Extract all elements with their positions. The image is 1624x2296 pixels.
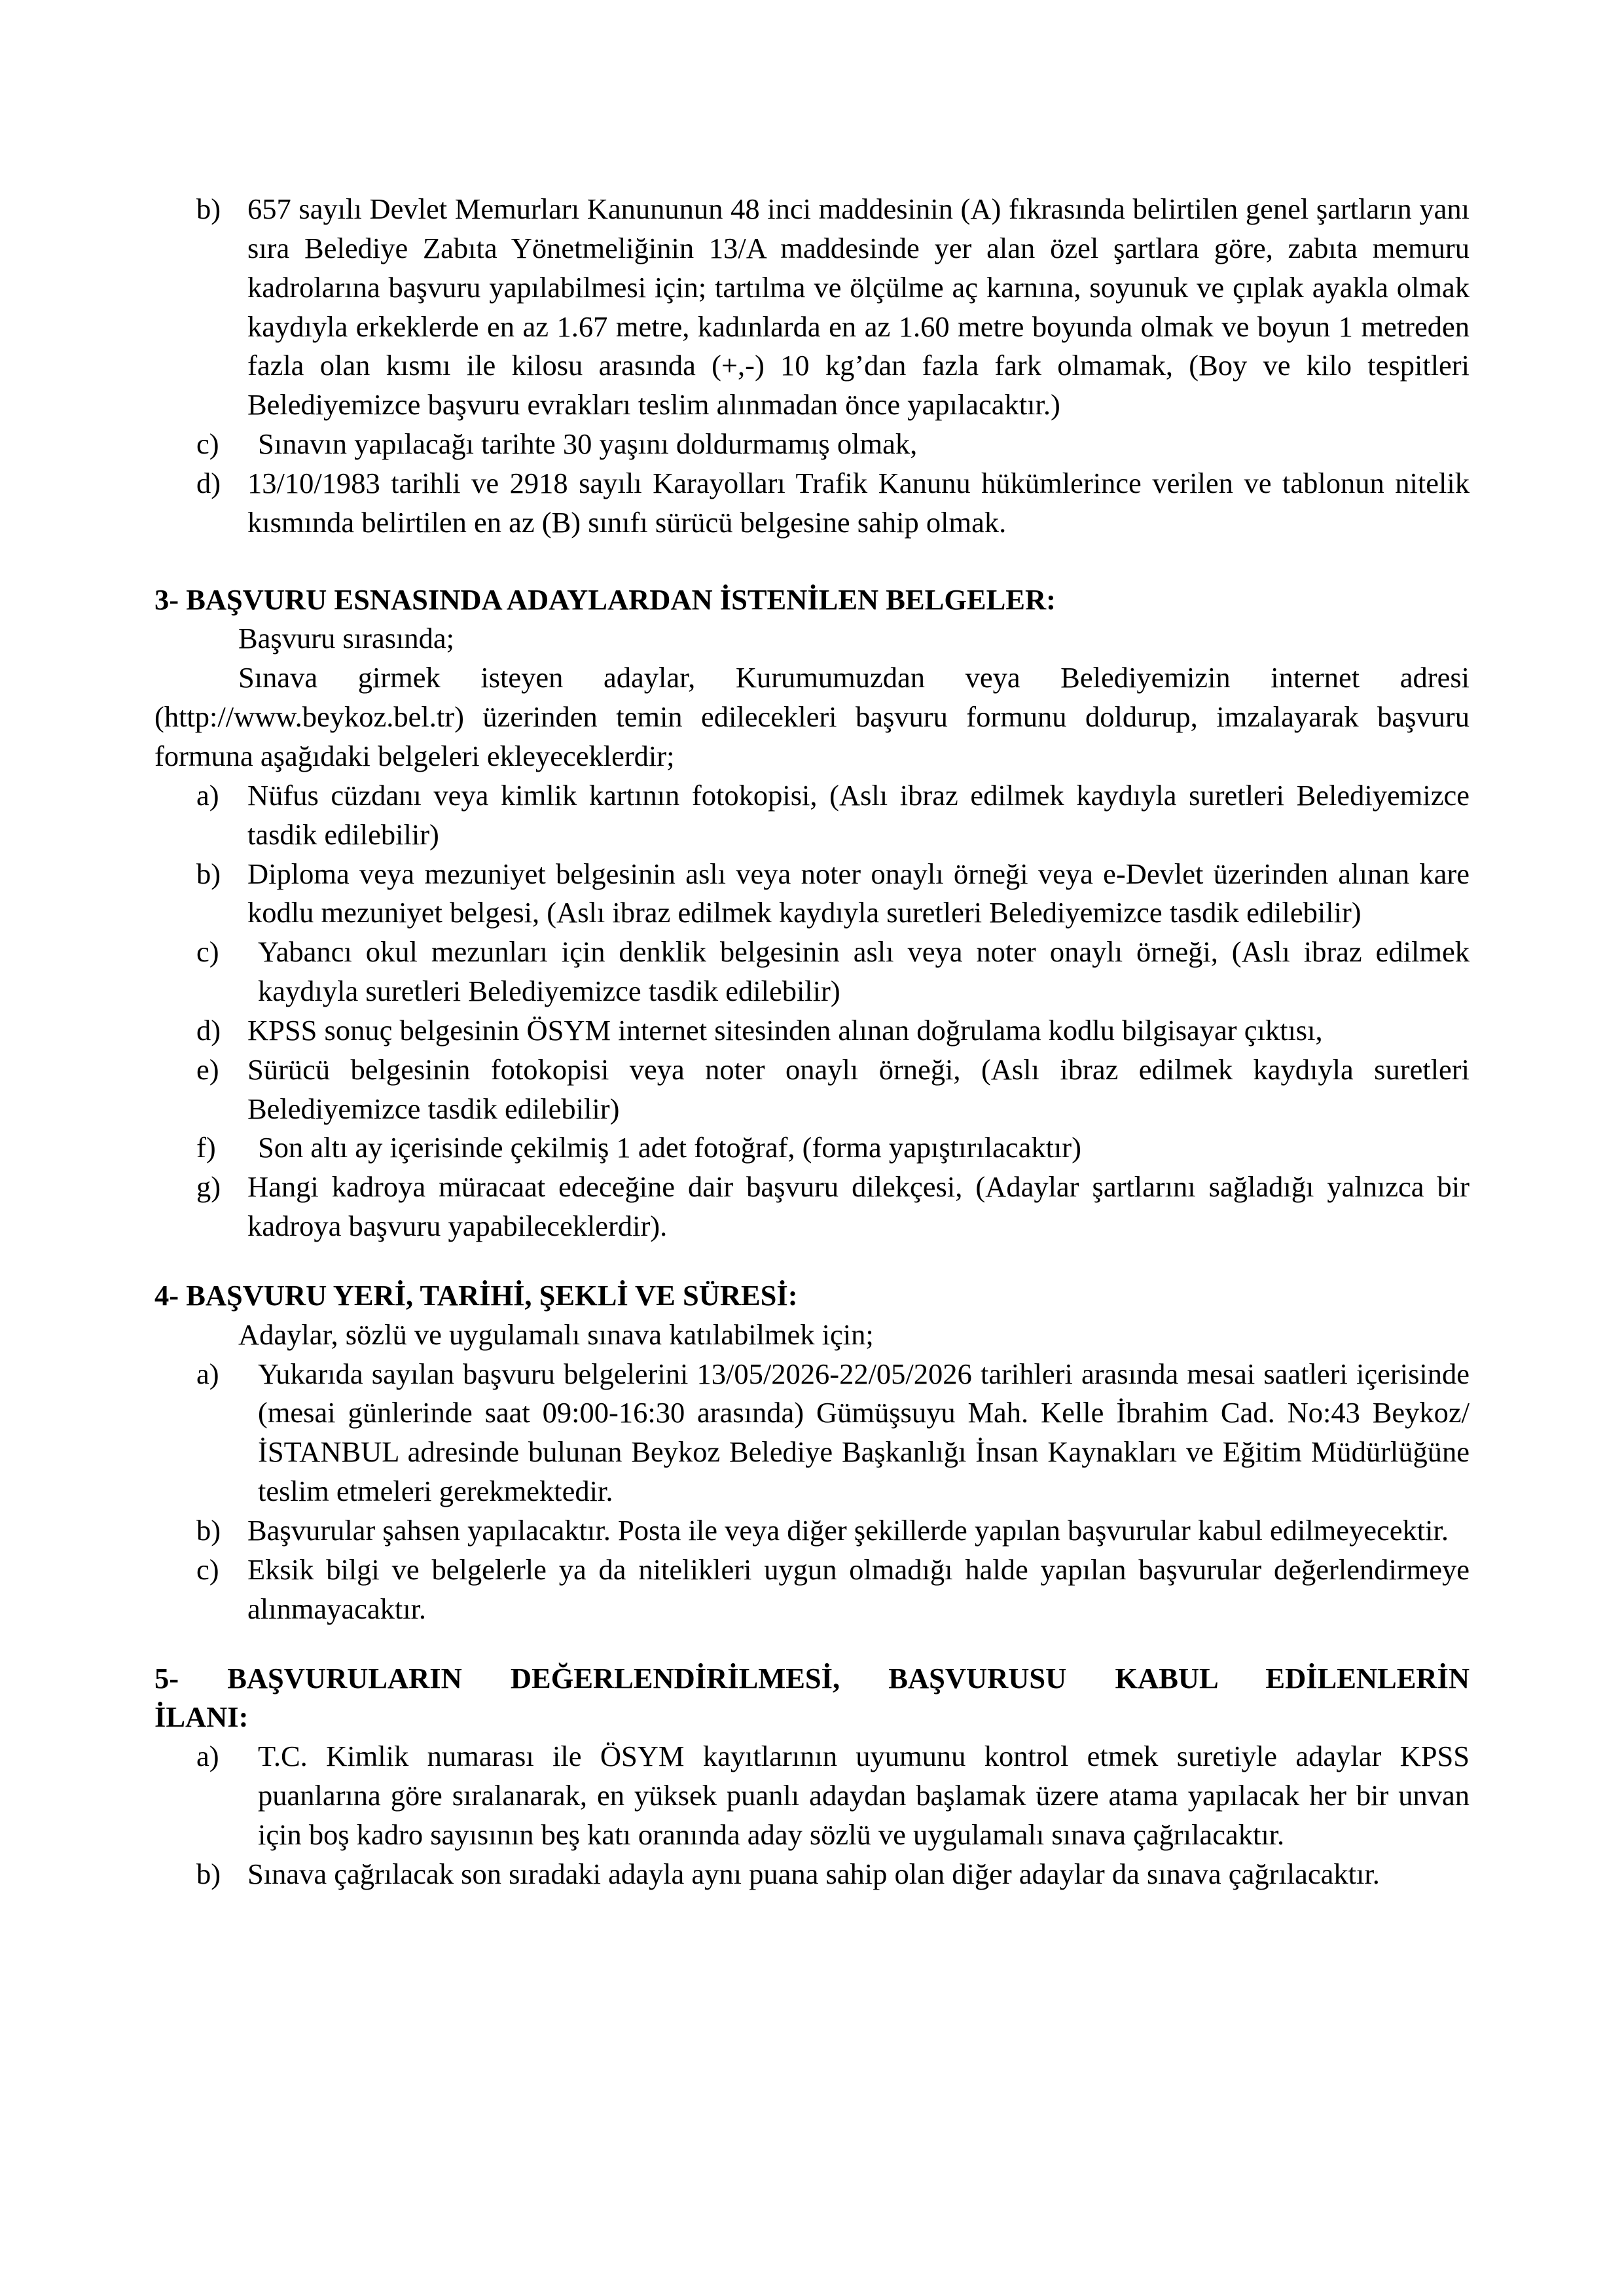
list-item	[154, 1551, 1470, 1629]
list-item	[154, 1855, 1470, 1894]
list-item	[154, 933, 1470, 1011]
list-item-text: Sınava çağrılacak son sıradaki adayla aynı puana sahip olan diğer adaylar da sınava çağrılacaktır.	[247, 1857, 1380, 1890]
list-marker: c)	[196, 1552, 219, 1586]
list-marker: b)	[196, 857, 221, 890]
list-item-text: Eksik bilgi ve belgelerle ya da nitelikleri uygun olmadığı halde yapılan başvurular değerlendirmeye alınmayacaktır.	[247, 1552, 1470, 1625]
list-item	[154, 1737, 1470, 1855]
list-marker: c)	[196, 427, 219, 461]
list-marker: g)	[196, 1170, 221, 1204]
section-3-intro-paragraph: Sınava girmek isteyen adaylar, Kurumumuzdan veya Belediyemizin internet adresi (http://www.beykoz.bel.tr) üzerinden temin edilecekleri başvuru formunu doldurup, imzalayarak başvuru formuna aşağıdaki belgeleri ekleyeceklerdir;	[154, 661, 1470, 772]
list-marker: a)	[196, 1740, 219, 1773]
list-item-text: Başvurular şahsen yapılacaktır. Posta ile veya diğer şekillerde yapılan başvurular kabul edilmeyecektir.	[247, 1514, 1449, 1547]
section-4-intro-line: Adaylar, sözlü ve uygulamalı sınava katılabilmek için;	[238, 1318, 874, 1351]
list-marker: d)	[196, 1013, 221, 1047]
section-3-heading: 3- BAŞVURU ESNASINDA ADAYLARDAN İSTENİLEN BELGELER:	[154, 583, 1056, 616]
section-3-intro-line: Başvuru sırasında;	[238, 622, 454, 655]
spacer	[154, 543, 1470, 581]
list-marker: c)	[196, 935, 219, 969]
list-item-text: Nüfus cüzdanı veya kimlik kartının fotokopisi, (Aslı ibraz edilmek kaydıyla suretleri Belediyemizce tasdik edilebilir)	[247, 778, 1470, 851]
spacer	[154, 1629, 1470, 1659]
list-item	[154, 1128, 1470, 1168]
list-marker: b)	[196, 1857, 221, 1890]
list-marker: d)	[196, 466, 221, 499]
section-5-evaluation-list	[154, 1737, 1470, 1893]
list-item	[154, 1355, 1470, 1511]
list-marker: a)	[196, 1357, 219, 1390]
list-item	[154, 855, 1470, 933]
top-conditions-list	[154, 190, 1470, 543]
section-3-documents-list	[154, 776, 1470, 1246]
list-item-text: T.C. Kimlik numarası ile ÖSYM kayıtlarının uyumunu kontrol etmek suretiyle adaylar KPSS puanlarına göre sıralanarak, en yüksek puanlı adaydan başlamak üzere atama yapılacak her bir unvan için boş kadro sayısının beş katı oranında aday sözlü ve uygulamalı sınava çağrılacaktır.	[258, 1740, 1470, 1851]
list-item-text: Yukarıda sayılan başvuru belgelerini 13/05/2026-22/05/2026 tarihleri arasında mesai saatleri içerisinde (mesai günlerinde saat 09:00-16:30 arasında) Gümüşsuyu Mah. Kelle İbrahim Cad. No:43 Beykoz/İSTANBUL adresinde bulunan Beykoz Belediye Başkanlığı İnsan Kaynakları ve Eğitim Müdürlüğüne teslim etmeleri gerekmektedir.	[258, 1357, 1470, 1508]
list-item-text: 657 sayılı Devlet Memurları Kanununun 48 inci maddesinin (A) fıkrasında belirtilen genel şartların yanı sıra Belediye Zabıta Yönetmeliğinin 13/A maddesinde yer alan özel şartlara göre, zabıta memuru kadrolarına başvuru yapılabilmesi için; tartılma ve ölçülme aç karnına, soyunuk ve çıplak ayakla olmak kaydıyla erkeklerde en az 1.67 metre, kadınlarda en az 1.60 metre boyunda olmak ve boyun 1 metreden fazla olan kısmı ile kilosu arasında (+,-) 10 kg’dan fazla fark olmamak, (Boy ve kilo tespitleri Belediyemizce başvuru evrakları teslim alınmadan önce yapılacaktır.)	[247, 192, 1470, 422]
section-5-heading-line-1: 5- BAŞVURULARIN DEĞERLENDİRİLMESİ, BAŞVURUSU KABUL EDİLENLERİN	[154, 1661, 1470, 1695]
list-item-text: Sürücü belgesinin fotokopisi veya noter onaylı örneği, (Aslı ibraz edilmek kaydıyla suretleri Belediyemizce tasdik edilebilir)	[247, 1052, 1470, 1125]
list-item	[154, 464, 1470, 543]
list-marker: f)	[196, 1131, 216, 1164]
list-item-text: Son altı ay içerisinde çekilmiş 1 adet fotoğraf, (forma yapıştırılacaktır)	[258, 1131, 1081, 1164]
spacer	[154, 1246, 1470, 1276]
list-item-text: Hangi kadroya müracaat edeceğine dair başvuru dilekçesi, (Adaylar şartlarını sağladığı yalnızca bir kadroya başvuru yapabileceklerdir).	[247, 1170, 1470, 1243]
list-item-text: Yabancı okul mezunları için denklik belgesinin aslı veya noter onaylı örneği, (Aslı ibraz edilmek kaydıyla suretleri Belediyemizce tasdik edilebilir)	[258, 935, 1470, 1008]
list-marker: a)	[196, 778, 219, 812]
list-item	[154, 1511, 1470, 1551]
list-marker: e)	[196, 1052, 219, 1086]
list-item-text: 13/10/1983 tarihli ve 2918 sayılı Karayolları Trafik Kanunu hükümlerince verilen ve tablonun nitelik kısmında belirtilen en az (B) sınıfı sürücü belgesine sahip olmak.	[247, 466, 1470, 539]
list-item	[154, 1011, 1470, 1050]
list-item	[154, 1050, 1470, 1129]
list-item-text: Diploma veya mezuniyet belgesinin aslı veya noter onaylı örneği veya e-Devlet üzerinden alınan kare kodlu mezuniyet belgesi, (Aslı ibraz edilmek kaydıyla suretleri Belediyemizce tasdik edilebilir)	[247, 857, 1470, 929]
list-marker: b)	[196, 1514, 221, 1547]
list-item	[154, 776, 1470, 855]
list-marker: b)	[196, 192, 221, 225]
list-item-text: Sınavın yapılacağı tarihte 30 yaşını doldurmamış olmak,	[258, 427, 918, 461]
list-item	[154, 190, 1470, 425]
section-5-heading-line-2: İLANI:	[154, 1700, 249, 1734]
list-item-text: KPSS sonuç belgesinin ÖSYM internet sitesinden alınan doğrulama kodlu bilgisayar çıktısı,	[247, 1013, 1323, 1047]
section-5-heading	[154, 1659, 1470, 1738]
list-item	[154, 1168, 1470, 1246]
section-4-application-list	[154, 1355, 1470, 1629]
list-item	[154, 425, 1470, 464]
document-body	[154, 190, 1470, 1894]
section-4-heading: 4- BAŞVURU YERİ, TARİHİ, ŞEKLİ VE SÜRESİ:	[154, 1278, 798, 1312]
